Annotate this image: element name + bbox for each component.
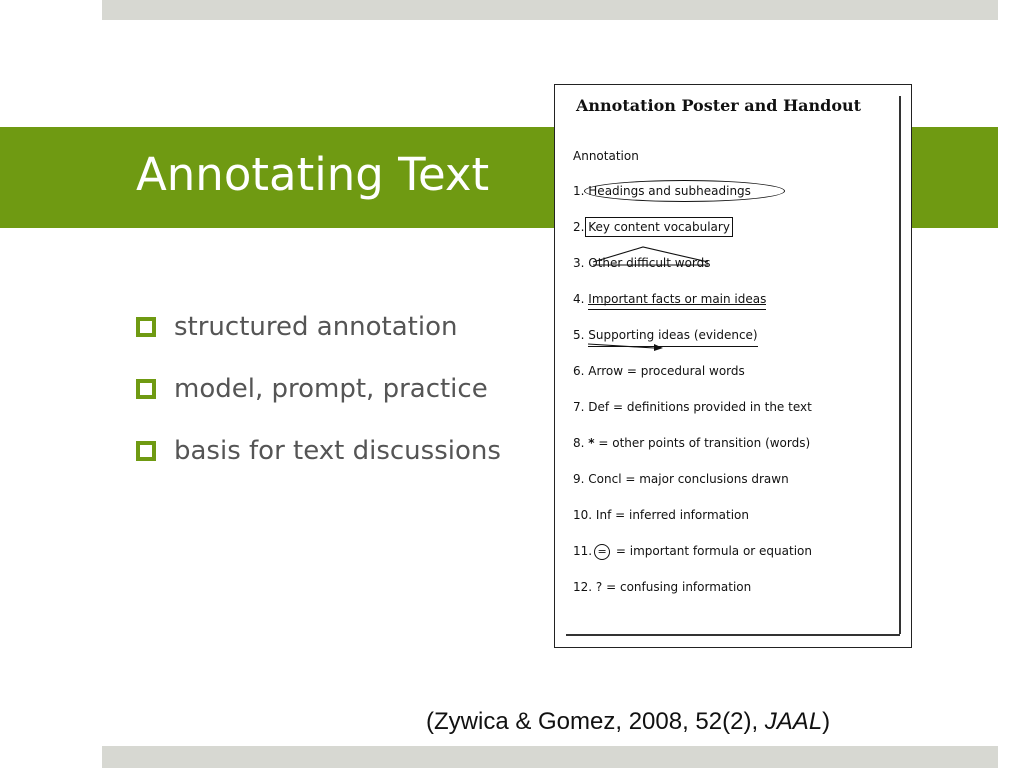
square-bullet-icon bbox=[136, 317, 156, 337]
item-number: 12. bbox=[573, 580, 593, 594]
item-text: Supporting ideas (evidence) bbox=[588, 328, 758, 342]
item-rest: = important formula or equation bbox=[612, 544, 812, 558]
double-underline-annotation bbox=[588, 304, 766, 310]
handout-item bbox=[573, 292, 812, 328]
handout-item bbox=[573, 328, 812, 364]
handout-title: Annotation Poster and Handout bbox=[576, 96, 862, 115]
item-number: 3. bbox=[573, 256, 585, 270]
item-number: 7. bbox=[573, 400, 585, 414]
slide-title: Annotating Text bbox=[136, 148, 490, 201]
item-text: Other difficult words bbox=[588, 256, 711, 270]
citation-suffix: ) bbox=[822, 708, 831, 735]
handout-item bbox=[573, 472, 812, 508]
handout-item bbox=[573, 436, 812, 472]
square-bullet-icon bbox=[136, 441, 156, 461]
box-annotation bbox=[585, 217, 733, 237]
top-decor-bar bbox=[102, 0, 998, 20]
item-number: 11. bbox=[573, 544, 593, 558]
item-number: 5. bbox=[573, 328, 585, 342]
arrow-annotation bbox=[588, 342, 663, 352]
handout-subtitle: Annotation bbox=[573, 149, 639, 163]
item-rest: = confusing information bbox=[602, 580, 752, 594]
item-number: 4. bbox=[573, 292, 585, 306]
item-rest: = major conclusions drawn bbox=[621, 472, 789, 486]
handout-item bbox=[573, 364, 812, 400]
handout-item bbox=[573, 184, 812, 220]
bullet-list bbox=[136, 296, 501, 482]
handout-item bbox=[573, 580, 812, 616]
citation-prefix: (Zywica & Gomez, 2008, 52(2), bbox=[426, 708, 765, 735]
item-text: Def bbox=[588, 400, 610, 414]
item-text: Important facts or main ideas bbox=[588, 292, 767, 306]
item-text: Arrow bbox=[588, 364, 624, 378]
circled-equals: = bbox=[594, 544, 610, 560]
item-text: Inf bbox=[595, 508, 612, 522]
bullet-text: basis for text discussions bbox=[174, 436, 501, 466]
bullet-item bbox=[136, 358, 501, 420]
handout-list bbox=[573, 184, 812, 616]
handout-edge-line bbox=[566, 634, 900, 636]
item-number: 10. bbox=[573, 508, 593, 522]
item-number: 9. bbox=[573, 472, 585, 486]
item-number: 1. bbox=[573, 184, 585, 198]
citation bbox=[426, 708, 830, 736]
item-number: 8. bbox=[573, 436, 585, 450]
item-number: 6. bbox=[573, 364, 585, 378]
item-text: Headings and subheadings bbox=[588, 184, 751, 198]
item-text: Concl bbox=[588, 472, 622, 486]
square-bullet-icon bbox=[136, 379, 156, 399]
item-text: ? bbox=[595, 580, 603, 594]
item-rest: = procedural words bbox=[623, 364, 745, 378]
handout-item bbox=[573, 400, 812, 436]
ellipse-annotation bbox=[584, 180, 785, 202]
item-text: Key content vocabulary bbox=[588, 220, 730, 234]
item-rest: = inferred information bbox=[611, 508, 749, 522]
handout-edge-line bbox=[899, 96, 901, 634]
caret-annotation bbox=[588, 244, 711, 270]
bullet-text: structured annotation bbox=[174, 312, 458, 342]
item-rest: = definitions provided in the text bbox=[609, 400, 812, 414]
item-rest: = other points of transition (words) bbox=[594, 436, 811, 450]
handout-item bbox=[573, 544, 812, 580]
bullet-item bbox=[136, 296, 501, 358]
item-number: 2. bbox=[573, 220, 585, 234]
handout-item bbox=[573, 508, 812, 544]
bullet-item bbox=[136, 420, 501, 482]
handout-item bbox=[573, 256, 812, 292]
citation-journal: JAAL bbox=[764, 708, 823, 735]
bullet-text: model, prompt, practice bbox=[174, 374, 488, 404]
bottom-decor-bar bbox=[102, 746, 998, 768]
item-text: * bbox=[588, 436, 595, 450]
